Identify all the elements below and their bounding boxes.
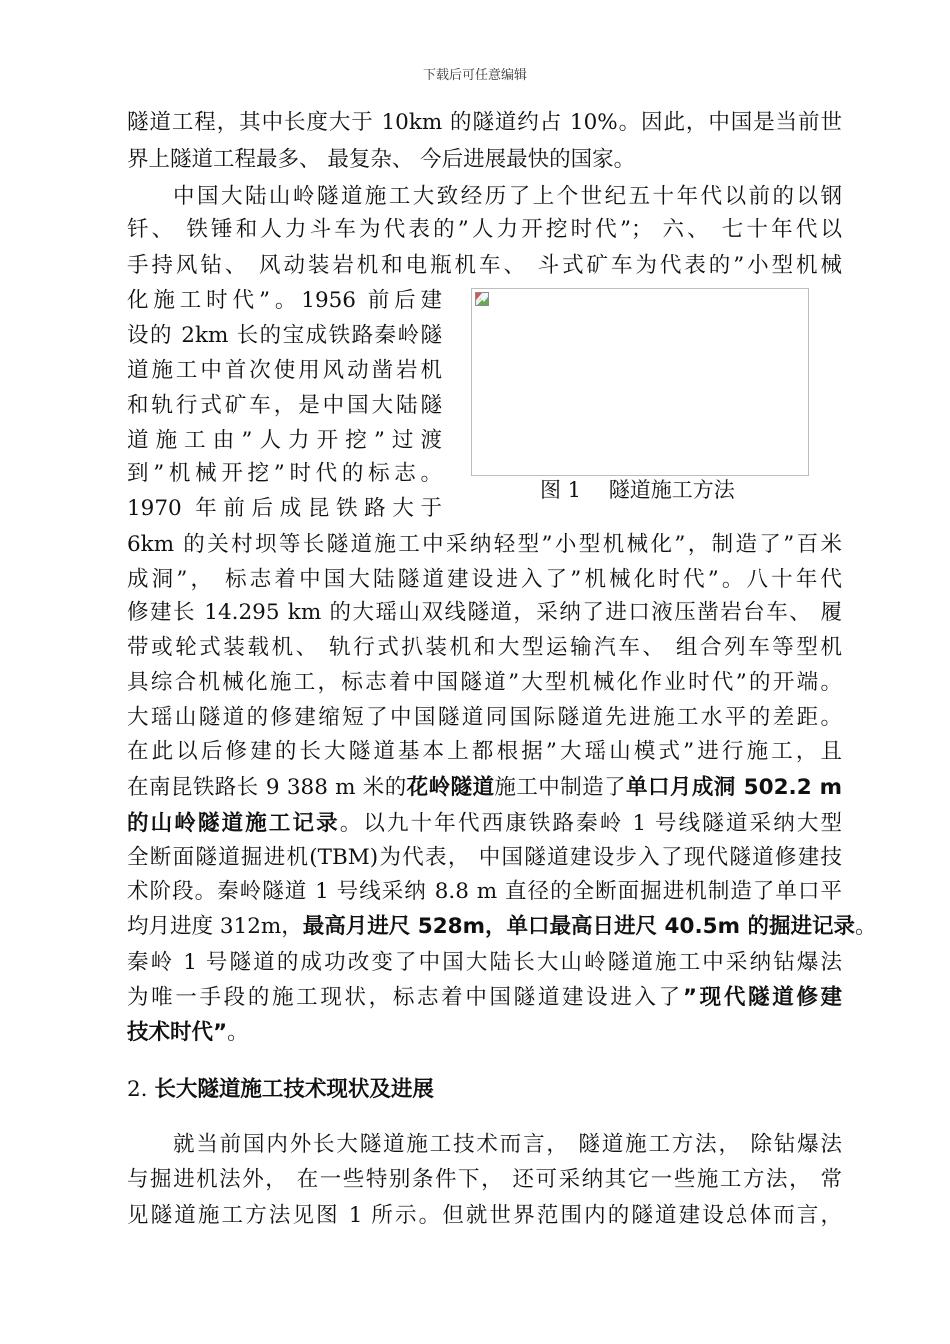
body-line: 中国大陆山岭隧道施工大致经历了上个世纪五十年代以前的以钢 [173,184,842,209]
highlight-text: 的山岭隧道施工记录 [127,811,340,836]
highlight-text: 单口月成洞 502.2 m [626,775,842,800]
body-line: 修建长 14.295 km 的大瑶山双线隧道，采纳了进口液压凿岩台车、 履 [127,600,842,625]
highlight-text: ”现代隧道修建 [682,985,842,1010]
body-text: 在南昆铁路长 9 388 m 米的 [127,775,407,800]
body-line: 隧道工程，其中长度大于 10km 的隧道约占 10%。因此，中国是当前世 [127,110,842,135]
section-heading [127,1078,434,1102]
body-line: 就当前国内外长大隧道施工技术而言， 隧道施工方法， 除钻爆法 [173,1132,842,1157]
body-line: 手持风钻、 风动装岩机和电瓶机车、 斗式矿车为代表的”小型机械 [127,253,842,278]
body-line [127,914,877,939]
body-line: 带或轮式装载机、 轨行式扒装机和大型运输汽车、 组合列车等型机 [127,635,842,660]
body-line: 和轨行式矿车，是中国大陆隧 [127,393,442,418]
body-line: 具综合机械化施工，标志着中国隧道”大型机械化作业时代”的开端。 [127,670,842,695]
body-text: 。 [227,1020,249,1045]
body-line: 秦岭 1 号隧道的成功改变了中国大陆长大山岭隧道施工中采纳钻爆法 [127,950,842,975]
body-line: 道施工由”人力开挖”过渡 [127,428,442,453]
highlight-text: 最高月进尺 528m，单口最高日进尺 40.5m 的掘进记录 [302,914,855,939]
figure-placeholder [471,288,809,476]
body-line: 化施工时代”。1956 前后建 [127,288,442,313]
body-line [127,812,842,836]
body-line: 道施工中首次使用风动凿岩机 [127,358,442,383]
body-text: 均月进度 312m， [127,914,303,939]
body-line: 在此以后修建的长大隧道基本上都根据”大瑶山模式”进行施工，且 [127,739,842,764]
body-line: 大瑶山隧道的修建缩短了中国隧道同国际隧道先进施工水平的差距。 [127,705,842,730]
body-text: 。 [854,914,877,939]
body-line: 全断面隧道掘进机(TBM)为代表， 中国隧道建设步入了现代隧道修建技 [127,845,842,870]
body-line: 成洞”， 标志着中国大陆隧道建设进入了”机械化时代”。八十年代 [127,567,842,592]
body-line [127,986,842,1010]
section-title: 长大隧道施工技术现状及进展 [154,1077,434,1102]
body-line: 钎、 铁锤和人力斗车为代表的”人力开挖时代”； 六、 七十年代以 [127,217,842,242]
figure-caption: 图 1 隧道施工方法 [540,478,735,502]
body-line [127,776,842,800]
highlight-text: 技术时代” [127,1020,228,1045]
body-line: 见隧道施工方法见图 1 所示。但就世界范围内的隧道建设总体而言， [127,1203,842,1228]
body-line: 1970 年前后成昆铁路大于 [127,496,442,521]
body-line: 与掘进机法外， 在一些特别条件下， 还可采纳其它一些施工方法， 常 [127,1167,842,1192]
highlight-text: 花岭隧道 [406,775,495,800]
body-text: 施工中制造了 [494,775,627,800]
body-text: 。以九十年代西康铁路秦岭 1 号线隧道采纳大型 [339,811,842,836]
body-line: 到”机械开挖”时代的标志。 [127,461,442,486]
page-header: 下载后可任意编辑 [422,68,527,83]
broken-image-icon [475,292,489,306]
body-text: 为唯一手段的施工现状，标志着中国隧道建设进入了 [127,985,683,1010]
body-line: 术阶段。秦岭隧道 1 号线采纳 8.8 m 直径的全断面掘进机制造了单口平 [127,879,842,904]
body-line: 设的 2km 长的宝成铁路秦岭隧 [127,323,442,348]
section-number: 2. [127,1077,148,1102]
body-line [127,1021,842,1045]
body-line: 界上隧道工程最多、 最复杂、 今后进展最快的国家。 [127,147,636,172]
body-line: 6km 的关村坝等长隧道施工中采纳轻型”小型机械化”，制造了”百米 [127,532,842,557]
